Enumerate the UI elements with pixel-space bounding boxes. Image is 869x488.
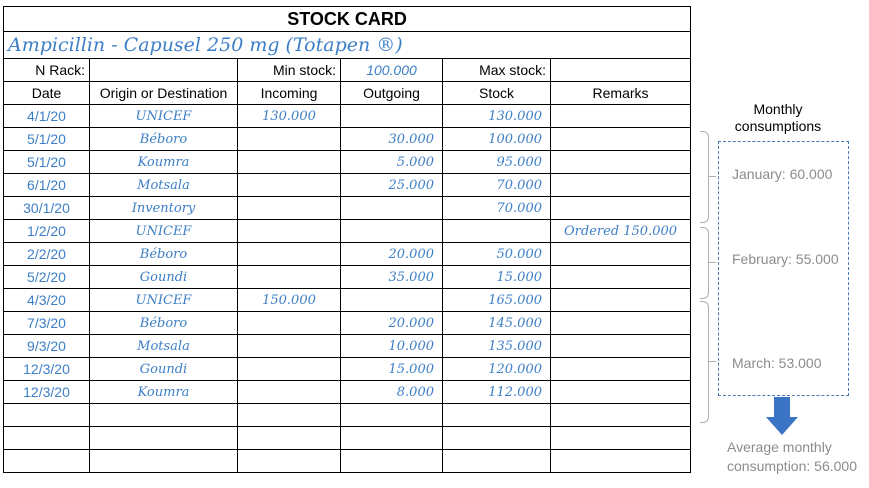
january-consumption: January: 60.000 xyxy=(732,166,833,182)
header-date: Date xyxy=(4,82,90,105)
cell-stock: 70.000 xyxy=(443,174,551,197)
average-monthly-consumption: Average monthly consumption: 56.000 xyxy=(727,439,857,474)
cell-remarks xyxy=(551,105,691,128)
stock-rows xyxy=(4,105,691,473)
cell-incoming xyxy=(238,266,341,289)
header-outgoing: Outgoing xyxy=(341,82,443,105)
arrow-down-icon xyxy=(764,397,800,437)
cell-outgoing: 25.000 xyxy=(341,174,443,197)
table-row xyxy=(4,404,691,427)
header-origin: Origin or Destination xyxy=(90,82,238,105)
cell-remarks xyxy=(551,335,691,358)
cell-date: 4/3/20 xyxy=(4,289,90,312)
cell-remarks xyxy=(551,450,691,473)
cell-date: 9/3/20 xyxy=(4,335,90,358)
cell-date xyxy=(4,427,90,450)
cell-origin: Motsala xyxy=(90,335,238,358)
march-brace-tick xyxy=(708,361,716,362)
february-brace xyxy=(700,227,709,299)
cell-stock xyxy=(443,450,551,473)
cell-outgoing xyxy=(341,220,443,243)
cell-date: 12/3/20 xyxy=(4,381,90,404)
cell-stock: 120.000 xyxy=(443,358,551,381)
cell-outgoing: 5.000 xyxy=(341,151,443,174)
cell-outgoing xyxy=(341,450,443,473)
min-stock-label: Min stock: xyxy=(238,59,341,82)
cell-date: 5/2/20 xyxy=(4,266,90,289)
cell-incoming xyxy=(238,335,341,358)
table-row xyxy=(4,358,691,381)
cell-stock: 50.000 xyxy=(443,243,551,266)
cell-date: 5/1/20 xyxy=(4,151,90,174)
cell-stock xyxy=(443,404,551,427)
cell-incoming xyxy=(238,243,341,266)
table-row xyxy=(4,335,691,358)
rack-label: N Rack: xyxy=(4,59,90,82)
march-brace xyxy=(700,301,709,423)
table-row xyxy=(4,427,691,450)
header-stock: Stock xyxy=(443,82,551,105)
table-row xyxy=(4,105,691,128)
cell-origin: UNICEF xyxy=(90,289,238,312)
column-headers xyxy=(4,82,691,105)
cell-outgoing xyxy=(341,427,443,450)
cell-incoming: 130.000 xyxy=(238,105,341,128)
min-stock-value: 100.000 xyxy=(341,59,443,82)
cell-outgoing: 15.000 xyxy=(341,358,443,381)
cell-origin xyxy=(90,404,238,427)
cell-date: 4/1/20 xyxy=(4,105,90,128)
cell-date: 6/1/20 xyxy=(4,174,90,197)
table-row xyxy=(4,450,691,473)
cell-origin: Koumra xyxy=(90,151,238,174)
product-name: Ampicillin - Capusel 250 mg (Totapen ®) xyxy=(4,32,691,59)
cell-incoming xyxy=(238,381,341,404)
monthly-consumptions-title: Monthly consumptions xyxy=(734,101,822,134)
cell-origin: Béboro xyxy=(90,312,238,335)
cell-date xyxy=(4,450,90,473)
cell-outgoing xyxy=(341,289,443,312)
cell-date: 2/2/20 xyxy=(4,243,90,266)
cell-incoming xyxy=(238,197,341,220)
table-row xyxy=(4,174,691,197)
cell-origin: UNICEF xyxy=(90,220,238,243)
table-row xyxy=(4,128,691,151)
stock-card-table xyxy=(3,6,691,473)
january-brace-tick xyxy=(708,176,716,177)
cell-stock: 135.000 xyxy=(443,335,551,358)
cell-date: 1/2/20 xyxy=(4,220,90,243)
table-row xyxy=(4,266,691,289)
cell-origin: Motsala xyxy=(90,174,238,197)
january-brace xyxy=(700,131,709,223)
cell-remarks xyxy=(551,266,691,289)
cell-outgoing: 35.000 xyxy=(341,266,443,289)
cell-remarks xyxy=(551,197,691,220)
cell-remarks xyxy=(551,128,691,151)
cell-origin: Inventory xyxy=(90,197,238,220)
cell-incoming xyxy=(238,427,341,450)
table-row xyxy=(4,220,691,243)
cell-outgoing xyxy=(341,197,443,220)
cell-remarks xyxy=(551,358,691,381)
cell-remarks xyxy=(551,151,691,174)
cell-remarks xyxy=(551,243,691,266)
table-row xyxy=(4,312,691,335)
cell-outgoing xyxy=(341,404,443,427)
cell-stock: 165.000 xyxy=(443,289,551,312)
table-row xyxy=(4,243,691,266)
cell-date: 30/1/20 xyxy=(4,197,90,220)
cell-outgoing: 10.000 xyxy=(341,335,443,358)
cell-stock: 145.000 xyxy=(443,312,551,335)
cell-remarks xyxy=(551,174,691,197)
cell-stock: 15.000 xyxy=(443,266,551,289)
cell-incoming xyxy=(238,128,341,151)
cell-date xyxy=(4,404,90,427)
cell-origin xyxy=(90,450,238,473)
cell-outgoing: 20.000 xyxy=(341,243,443,266)
cell-outgoing: 20.000 xyxy=(341,312,443,335)
cell-date: 12/3/20 xyxy=(4,358,90,381)
cell-outgoing: 30.000 xyxy=(341,128,443,151)
table-row xyxy=(4,197,691,220)
february-consumption: February: 55.000 xyxy=(732,251,839,267)
cell-stock xyxy=(443,220,551,243)
february-brace-tick xyxy=(708,262,716,263)
cell-incoming xyxy=(238,450,341,473)
cell-stock: 112.000 xyxy=(443,381,551,404)
cell-origin: UNICEF xyxy=(90,105,238,128)
cell-remarks xyxy=(551,427,691,450)
cell-incoming xyxy=(238,151,341,174)
cell-incoming xyxy=(238,174,341,197)
cell-date: 7/3/20 xyxy=(4,312,90,335)
table-row xyxy=(4,289,691,312)
stock-card-title: STOCK CARD xyxy=(4,7,691,32)
cell-stock: 70.000 xyxy=(443,197,551,220)
cell-stock: 95.000 xyxy=(443,151,551,174)
march-consumption: March: 53.000 xyxy=(732,355,822,371)
cell-origin xyxy=(90,427,238,450)
cell-incoming: 150.000 xyxy=(238,289,341,312)
cell-remarks xyxy=(551,289,691,312)
max-stock-value xyxy=(551,59,691,82)
cell-remarks xyxy=(551,381,691,404)
cell-origin: Goundi xyxy=(90,266,238,289)
cell-remarks: Ordered 150.000 xyxy=(551,220,691,243)
cell-incoming xyxy=(238,404,341,427)
cell-remarks xyxy=(551,312,691,335)
header-remarks: Remarks xyxy=(551,82,691,105)
cell-outgoing xyxy=(341,105,443,128)
rack-value xyxy=(90,59,238,82)
cell-stock: 130.000 xyxy=(443,105,551,128)
cell-stock xyxy=(443,427,551,450)
cell-origin: Goundi xyxy=(90,358,238,381)
cell-incoming xyxy=(238,358,341,381)
cell-date: 5/1/20 xyxy=(4,128,90,151)
cell-incoming xyxy=(238,312,341,335)
cell-outgoing: 8.000 xyxy=(341,381,443,404)
cell-origin: Béboro xyxy=(90,128,238,151)
cell-stock: 100.000 xyxy=(443,128,551,151)
cell-incoming xyxy=(238,220,341,243)
table-row xyxy=(4,151,691,174)
max-stock-label: Max stock: xyxy=(443,59,551,82)
cell-origin: Béboro xyxy=(90,243,238,266)
header-incoming: Incoming xyxy=(238,82,341,105)
cell-origin: Koumra xyxy=(90,381,238,404)
cell-remarks xyxy=(551,404,691,427)
table-row xyxy=(4,381,691,404)
